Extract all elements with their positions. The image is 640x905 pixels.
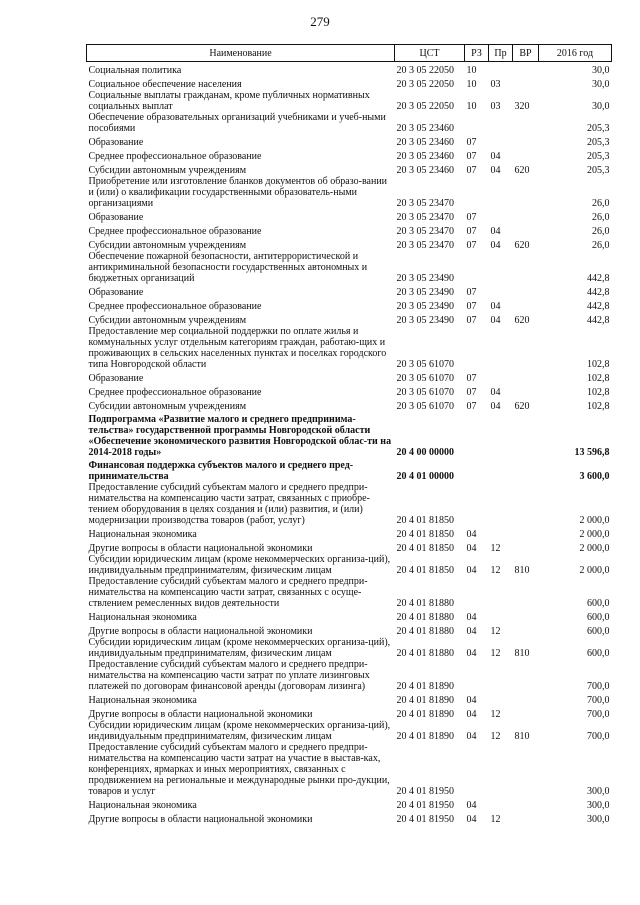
table-row (87, 706, 612, 720)
cell-sum: 30,0 (592, 79, 610, 90)
cell-vr (513, 623, 539, 637)
cell-name: Обеспечение образовательных организаций учебниками и учеб-ными пособиями (88, 112, 386, 134)
cell-pr (489, 797, 513, 811)
cell-cst: 20 4 01 81850 (396, 565, 454, 576)
cell-pr (489, 412, 513, 458)
cell-rz: 07 (466, 137, 477, 148)
cell-sum: 700,0 (587, 695, 610, 706)
cell-cst: 20 4 01 81890 (396, 695, 454, 706)
cell-pr (489, 458, 513, 482)
cell-sum: 700,0 (587, 731, 610, 742)
cell-sum: 700,0 (587, 709, 610, 720)
table-row (87, 540, 612, 554)
table-row (87, 162, 612, 176)
cell-sum: 26,0 (592, 198, 610, 209)
cell-rz (465, 326, 489, 370)
table-row (87, 623, 612, 637)
cell-name: Образование (88, 137, 144, 148)
cell-rz: 07 (466, 287, 477, 298)
cell-vr (513, 384, 539, 398)
cell-pr: 12 (490, 709, 501, 720)
cell-sum: 2 000,0 (579, 515, 610, 526)
cell-name: Среднее профессиональное образование (88, 387, 262, 398)
cell-cst: 20 3 05 23460 (396, 165, 454, 176)
cell-sum: 600,0 (587, 598, 610, 609)
table-row (87, 209, 612, 223)
cell-name: Образование (88, 373, 144, 384)
table-row (87, 482, 612, 526)
cell-cst: 20 4 01 81880 (396, 612, 454, 623)
cell-name: Предоставление субсидий субъектам малого и среднего предпри-нимательства на компенсацию части затрат по уплате лизинговых платежей по договорам финансовой аренды (договорам лизинга) (88, 659, 370, 692)
cell-rz: 07 (466, 373, 477, 384)
cell-name: Субсидии автономным учреждениям (88, 165, 247, 176)
cell-name: Социальные выплаты гражданам, кроме публичных нормативных социальных выплат (88, 90, 370, 112)
cell-cst: 20 3 05 23490 (396, 287, 454, 298)
cell-name: Образование (88, 212, 144, 223)
cell-cst: 20 4 01 81880 (396, 626, 454, 637)
cell-cst: 20 3 05 23470 (396, 240, 454, 251)
cell-cst: 20 3 05 61070 (396, 387, 454, 398)
cell-pr (489, 209, 513, 223)
cell-cst: 20 4 01 81880 (396, 598, 454, 609)
cell-pr: 12 (490, 648, 501, 659)
cell-pr: 12 (490, 626, 501, 637)
cell-name: Среднее профессиональное образование (88, 151, 262, 162)
cell-sum: 102,8 (587, 359, 610, 370)
cell-sum: 442,8 (587, 301, 610, 312)
cell-rz: 07 (466, 165, 477, 176)
cell-pr (489, 742, 513, 797)
cell-vr (513, 742, 539, 797)
cell-name: Национальная экономика (88, 529, 197, 540)
table-row (87, 609, 612, 623)
cell-pr: 04 (490, 387, 501, 398)
cell-vr: 620 (514, 240, 530, 251)
cell-name: Национальная экономика (88, 695, 197, 706)
cell-vr (513, 251, 539, 284)
table-row (87, 148, 612, 162)
cell-cst: 20 3 05 23470 (396, 226, 454, 237)
table-row (87, 576, 612, 609)
cell-pr (489, 692, 513, 706)
table-row (87, 112, 612, 134)
table-row (87, 176, 612, 209)
table-row (87, 384, 612, 398)
cell-name: Субсидии юридическим лицам (кроме некоммерческих организа-ций), индивидуальным предпринимателям, физическим лицам (88, 720, 391, 742)
cell-vr (513, 412, 539, 458)
cell-cst: 20 3 05 23460 (396, 151, 454, 162)
cell-sum: 442,8 (587, 287, 610, 298)
cell-cst: 20 3 05 22050 (396, 65, 454, 76)
cell-vr (513, 298, 539, 312)
cell-name: Предоставление субсидий субъектам малого и среднего предпри-нимательства на компенсацию части затрат на участие в выстав-ках, конференциях, ярмарках и иных мероприятиях, связанных с продвижением на региональные и международные рынки про-дукции, товаров и услуг (88, 742, 390, 797)
cell-cst: 20 4 01 81890 (396, 681, 454, 692)
cell-cst: 20 3 05 61070 (396, 373, 454, 384)
cell-rz (465, 742, 489, 797)
table-row (87, 370, 612, 384)
cell-rz: 04 (466, 709, 477, 720)
cell-sum: 26,0 (592, 226, 610, 237)
table-row (87, 76, 612, 90)
cell-pr: 04 (490, 226, 501, 237)
cell-rz: 10 (466, 79, 477, 90)
cell-name: Субсидии автономным учреждениям (88, 315, 247, 326)
cell-rz (465, 112, 489, 134)
cell-pr (489, 659, 513, 692)
cell-cst: 20 4 01 81850 (396, 529, 454, 540)
cell-cst: 20 3 05 61070 (396, 401, 454, 412)
cell-rz (465, 482, 489, 526)
cell-pr: 04 (490, 301, 501, 312)
table-row (87, 134, 612, 148)
cell-name: Субсидии юридическим лицам (кроме некоммерческих организа-ций), индивидуальным предпринимателям, физическим лицам (88, 637, 391, 659)
cell-rz: 07 (466, 387, 477, 398)
cell-cst: 20 4 00 00000 (396, 447, 454, 458)
cell-name: Приобретение или изготовление бланков документов об образо-вании и (или) о квалификации государственными образователь-ными организациями (88, 176, 388, 209)
cell-sum: 600,0 (587, 648, 610, 659)
cell-rz: 04 (466, 565, 477, 576)
cell-cst: 20 3 05 23490 (396, 301, 454, 312)
cell-vr (513, 176, 539, 209)
cell-name: Субсидии юридическим лицам (кроме некоммерческих организа-ций), индивидуальным предпринимателям, физическим лицам (88, 554, 391, 576)
cell-cst: 20 3 05 23470 (396, 212, 454, 223)
cell-sum: 205,3 (587, 123, 610, 134)
cell-vr (513, 370, 539, 384)
cell-vr (513, 326, 539, 370)
cell-vr (513, 692, 539, 706)
cell-vr (513, 284, 539, 298)
cell-vr: 620 (514, 401, 530, 412)
cell-name: Социальная политика (88, 65, 182, 76)
table-row (87, 223, 612, 237)
cell-sum: 300,0 (587, 800, 610, 811)
cell-pr: 04 (490, 401, 501, 412)
cell-sum: 300,0 (587, 814, 610, 825)
cell-cst: 20 4 01 00000 (396, 471, 454, 482)
cell-rz: 04 (466, 800, 477, 811)
cell-vr (513, 148, 539, 162)
cell-sum: 600,0 (587, 626, 610, 637)
table-row (87, 659, 612, 692)
cell-name: Образование (88, 287, 144, 298)
cell-name: Среднее профессиональное образование (88, 226, 262, 237)
cell-cst: 20 4 01 81890 (396, 709, 454, 720)
cell-vr (513, 458, 539, 482)
cell-vr (513, 112, 539, 134)
cell-vr (513, 76, 539, 90)
cell-vr (513, 223, 539, 237)
cell-name: Национальная экономика (88, 800, 197, 811)
cell-rz: 07 (466, 212, 477, 223)
cell-sum: 102,8 (587, 401, 610, 412)
cell-pr: 04 (490, 240, 501, 251)
cell-vr: 810 (514, 731, 530, 742)
table-row (87, 312, 612, 326)
cell-cst: 20 3 05 22050 (396, 101, 454, 112)
cell-vr (513, 482, 539, 526)
cell-sum: 600,0 (587, 612, 610, 623)
cell-rz: 07 (466, 301, 477, 312)
cell-rz (465, 458, 489, 482)
cell-name: Социальное обеспечение населения (88, 79, 242, 90)
cell-vr (513, 540, 539, 554)
cell-rz: 04 (466, 648, 477, 659)
cell-rz: 07 (466, 240, 477, 251)
cell-pr (489, 251, 513, 284)
cell-rz: 10 (466, 65, 477, 76)
cell-name: Предоставление субсидий субъектам малого и среднего предпри-нимательства на компенсацию части затрат, связанных с осуще-ствлением ремесленных видов деятельности (88, 576, 368, 609)
cell-cst: 20 4 01 81880 (396, 648, 454, 659)
budget-table (86, 44, 612, 825)
cell-name: Предоставление субсидий субъектам малого и среднего предпри-нимательства на компенсацию части затрат, связанных с приобре-тением оборудования в целях создания и (или) развития, и (или) модернизации производства товаров (работ, услуг) (88, 482, 370, 526)
cell-rz: 04 (466, 731, 477, 742)
cell-sum: 442,8 (587, 315, 610, 326)
cell-pr (489, 284, 513, 298)
table-row (87, 237, 612, 251)
header-pr: Пр (489, 45, 513, 62)
table-body (87, 62, 612, 826)
cell-rz (465, 659, 489, 692)
cell-pr: 04 (490, 165, 501, 176)
cell-vr (513, 526, 539, 540)
cell-rz: 07 (466, 226, 477, 237)
cell-sum: 2 000,0 (579, 565, 610, 576)
cell-rz: 04 (466, 695, 477, 706)
header-vr: ВР (513, 45, 539, 62)
cell-cst: 20 3 05 22050 (396, 79, 454, 90)
header-year: 2016 год (539, 45, 612, 62)
table-row (87, 797, 612, 811)
cell-sum: 30,0 (592, 65, 610, 76)
cell-pr (489, 576, 513, 609)
cell-pr: 12 (490, 814, 501, 825)
table-row (87, 720, 612, 742)
cell-vr: 620 (514, 165, 530, 176)
cell-pr (489, 609, 513, 623)
cell-vr (513, 209, 539, 223)
cell-sum: 2 000,0 (579, 543, 610, 554)
cell-vr (513, 576, 539, 609)
cell-pr (489, 112, 513, 134)
cell-cst: 20 3 05 23460 (396, 123, 454, 134)
cell-name: Финансовая поддержка субъектов малого и среднего пред-принимательства (88, 460, 354, 482)
table-row (87, 398, 612, 412)
table-row (87, 298, 612, 312)
table-row (87, 458, 612, 482)
header-cst: ЦСТ (395, 45, 465, 62)
cell-name: Другие вопросы в области национальной экономики (88, 626, 313, 637)
cell-name: Другие вопросы в области национальной экономики (88, 709, 313, 720)
table-row (87, 90, 612, 112)
cell-name: Другие вопросы в области национальной экономики (88, 814, 313, 825)
cell-name: Обеспечение пожарной безопасности, антитеррористической и антикриминальной безопасности государственных автономных и бюджетных организаций (88, 251, 368, 284)
cell-pr: 03 (490, 79, 501, 90)
cell-rz: 04 (466, 529, 477, 540)
cell-name: Субсидии автономным учреждениям (88, 401, 247, 412)
cell-pr (489, 482, 513, 526)
cell-name: Подпрограмма «Развитие малого и среднего предпринима-тельства» государственной программы Новгородской области «Обеспечение экономического развития Новгородской облас-ти на 2014-2018 годы» (88, 414, 392, 458)
cell-sum: 102,8 (587, 387, 610, 398)
cell-pr: 04 (490, 151, 501, 162)
cell-vr: 810 (514, 648, 530, 659)
cell-vr (513, 706, 539, 720)
cell-pr: 12 (490, 543, 501, 554)
cell-name: Другие вопросы в области национальной экономики (88, 543, 313, 554)
cell-pr (489, 62, 513, 77)
cell-cst: 20 4 01 81950 (396, 786, 454, 797)
cell-cst: 20 4 01 81950 (396, 800, 454, 811)
table-row (87, 412, 612, 458)
table-row (87, 284, 612, 298)
cell-cst: 20 3 05 23470 (396, 198, 454, 209)
cell-rz: 04 (466, 626, 477, 637)
cell-vr (513, 62, 539, 77)
cell-vr: 810 (514, 565, 530, 576)
cell-sum: 26,0 (592, 212, 610, 223)
cell-vr (513, 797, 539, 811)
cell-pr (489, 176, 513, 209)
cell-cst: 20 4 01 81850 (396, 543, 454, 554)
table-row (87, 637, 612, 659)
cell-name: Предоставление мер социальной поддержки по оплате жилья и коммунальных услуг отдельным категориям граждан, работаю-щих и проживающих в сельских населенных пунктах и поселках городского типа Новгородской области (88, 326, 387, 370)
cell-vr: 320 (514, 101, 530, 112)
cell-sum: 205,3 (587, 151, 610, 162)
cell-rz: 07 (466, 401, 477, 412)
cell-sum: 205,3 (587, 137, 610, 148)
cell-rz (465, 412, 489, 458)
cell-pr: 12 (490, 731, 501, 742)
cell-sum: 700,0 (587, 681, 610, 692)
cell-vr (513, 811, 539, 825)
table-row (87, 811, 612, 825)
cell-rz (465, 251, 489, 284)
cell-sum: 13 596,8 (574, 447, 610, 458)
cell-rz: 04 (466, 612, 477, 623)
cell-cst: 20 4 01 81890 (396, 731, 454, 742)
cell-rz: 07 (466, 151, 477, 162)
table-header-row (87, 45, 612, 62)
cell-sum: 30,0 (592, 101, 610, 112)
cell-name: Национальная экономика (88, 612, 197, 623)
cell-sum: 102,8 (587, 373, 610, 384)
cell-pr (489, 134, 513, 148)
cell-pr: 04 (490, 315, 501, 326)
cell-rz (465, 176, 489, 209)
cell-sum: 3 600,0 (579, 471, 610, 482)
cell-sum: 300,0 (587, 786, 610, 797)
cell-cst: 20 3 05 61070 (396, 359, 454, 370)
cell-name: Субсидии автономным учреждениям (88, 240, 247, 251)
cell-cst: 20 3 05 23490 (396, 273, 454, 284)
cell-pr: 03 (490, 101, 501, 112)
table-row (87, 251, 612, 284)
cell-pr (489, 526, 513, 540)
cell-rz: 10 (466, 101, 477, 112)
header-rz: РЗ (465, 45, 489, 62)
header-name: Наименование (87, 45, 395, 62)
cell-vr: 620 (514, 315, 530, 326)
table-row (87, 742, 612, 797)
cell-pr (489, 370, 513, 384)
cell-rz: 07 (466, 315, 477, 326)
table-row (87, 692, 612, 706)
cell-cst: 20 4 01 81850 (396, 515, 454, 526)
cell-rz (465, 576, 489, 609)
cell-cst: 20 3 05 23490 (396, 315, 454, 326)
cell-vr (513, 609, 539, 623)
table-row (87, 526, 612, 540)
cell-vr (513, 659, 539, 692)
table-row (87, 326, 612, 370)
cell-cst: 20 4 01 81950 (396, 814, 454, 825)
cell-sum: 205,3 (587, 165, 610, 176)
cell-sum: 26,0 (592, 240, 610, 251)
cell-sum: 2 000,0 (579, 529, 610, 540)
table-row (87, 62, 612, 77)
cell-sum: 442,8 (587, 273, 610, 284)
table-row (87, 554, 612, 576)
cell-cst: 20 3 05 23460 (396, 137, 454, 148)
page-number: 279 (310, 14, 330, 29)
cell-rz: 04 (466, 814, 477, 825)
cell-vr (513, 134, 539, 148)
cell-pr (489, 326, 513, 370)
cell-rz: 04 (466, 543, 477, 554)
cell-pr: 12 (490, 565, 501, 576)
cell-name: Среднее профессиональное образование (88, 301, 262, 312)
